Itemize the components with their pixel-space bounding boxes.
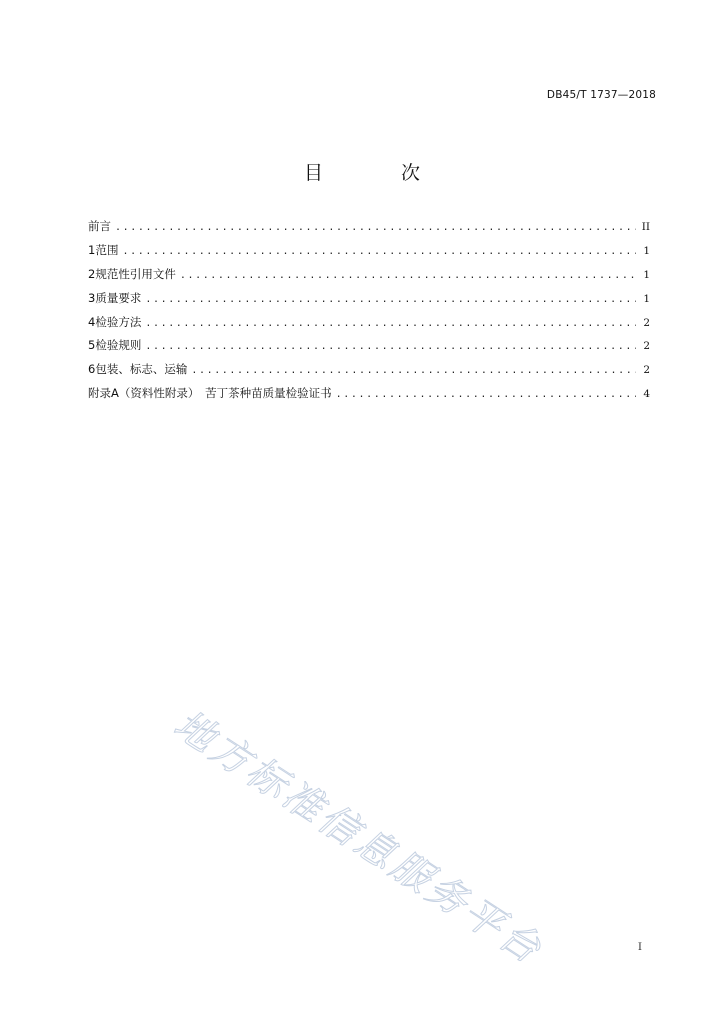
toc-leader-dots	[145, 294, 636, 305]
toc-entry-label: 检验方法	[95, 314, 142, 329]
toc-entry-page: 4	[643, 388, 650, 401]
toc-leader-dots	[122, 246, 636, 257]
toc-entry-page: 2	[643, 364, 650, 377]
toc-entry-label: 检验规则	[95, 338, 142, 353]
watermark-text: 地方标准信息服务平台	[165, 702, 551, 975]
toc-entry-page: 2	[643, 340, 650, 353]
toc-entry-page: II	[641, 221, 650, 233]
toc-entry-foreword[interactable]	[88, 218, 650, 242]
toc-entry-label: 范围	[95, 242, 119, 257]
toc-entry-label: 规范性引用文件	[95, 266, 176, 281]
toc-leader-dots	[180, 270, 636, 281]
toc-entry-quality-requirements[interactable]	[88, 290, 650, 314]
table-of-contents	[88, 218, 650, 409]
toc-entry-label: 质量要求	[95, 290, 142, 305]
toc-entry-number: 3	[88, 290, 96, 305]
toc-leader-dots	[145, 318, 636, 329]
toc-entry-number: 2	[88, 266, 96, 281]
toc-entry-number: 4	[88, 314, 96, 329]
toc-entry-number: 1	[88, 242, 96, 257]
toc-entry-normative-references[interactable]	[88, 266, 650, 290]
toc-entry-label: 包装、标志、运输	[95, 362, 188, 377]
toc-entry-page: 1	[643, 292, 650, 305]
toc-leader-dots	[115, 222, 636, 233]
toc-entry-scope[interactable]	[88, 242, 650, 266]
toc-entry-inspection-rules[interactable]	[88, 337, 650, 361]
toc-leader-dots	[145, 341, 636, 352]
toc-entry-test-methods[interactable]	[88, 314, 650, 338]
toc-entry-page: 1	[643, 268, 650, 281]
toc-leader-dots	[336, 389, 636, 400]
page-title: 目 次	[303, 162, 457, 184]
toc-entry-label: 附录A（资料性附录） 苦丁茶种苗质量检验证书	[88, 386, 332, 401]
toc-leader-dots	[191, 365, 636, 376]
toc-entry-number: 6	[88, 362, 96, 377]
document-code: DB45/T 1737—2018	[546, 89, 656, 101]
toc-entry-packaging[interactable]	[88, 361, 650, 385]
toc-entry-page: 2	[643, 316, 650, 329]
toc-entry-page: 1	[643, 244, 650, 257]
toc-entry-label: 前言	[88, 219, 111, 233]
toc-entry-appendix-a[interactable]	[88, 385, 650, 409]
page-number: I	[637, 941, 642, 953]
toc-entry-number: 5	[88, 338, 96, 353]
